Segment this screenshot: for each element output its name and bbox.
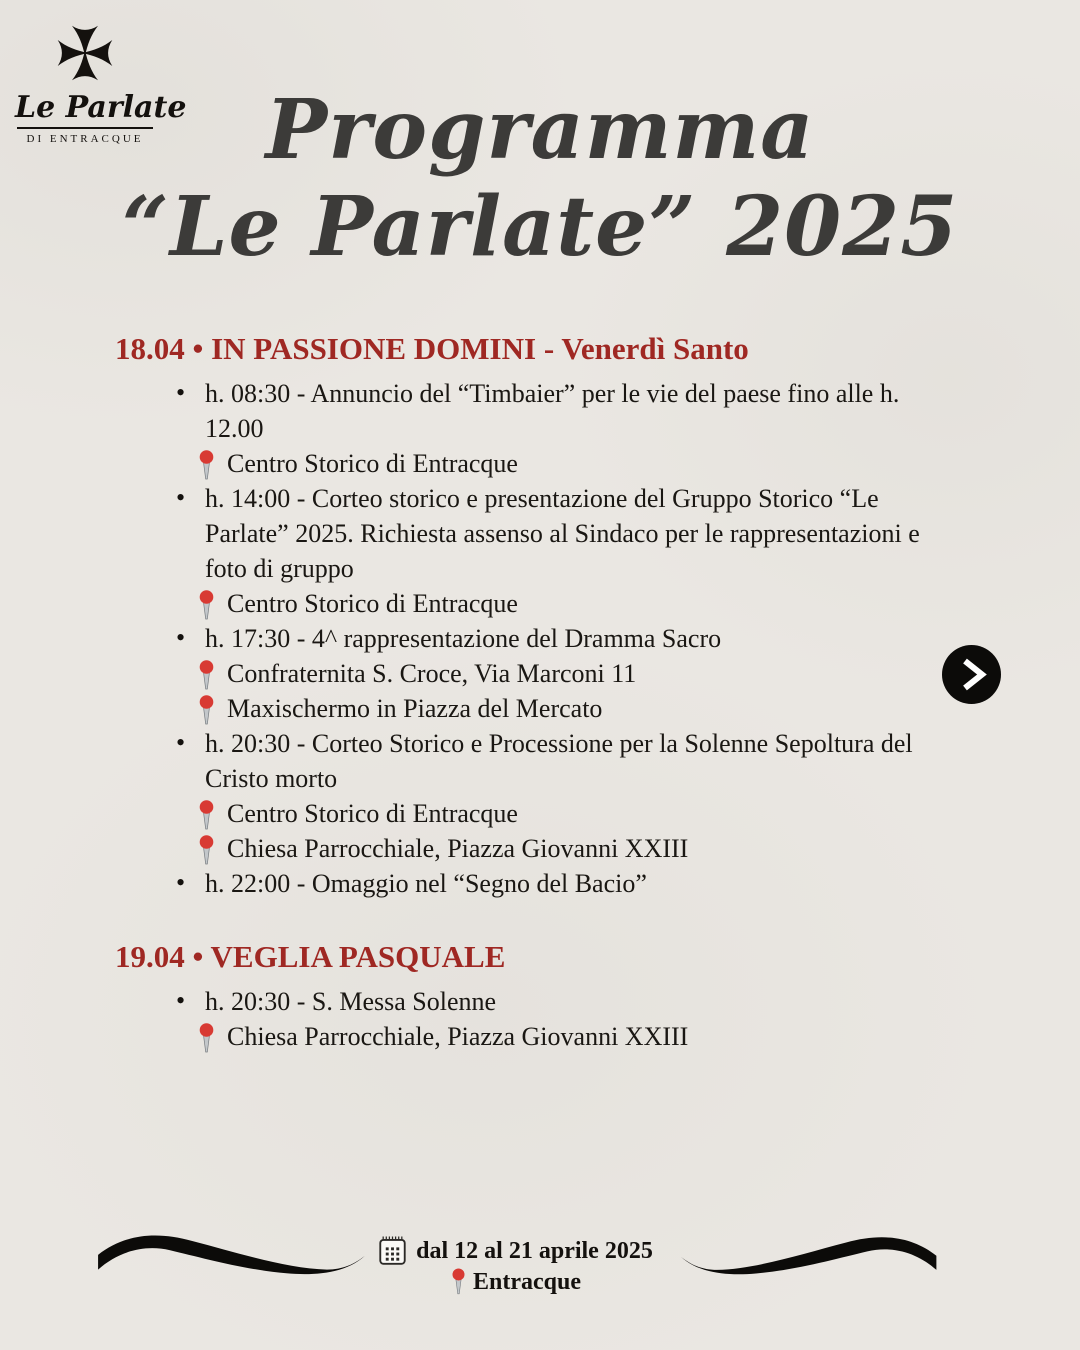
pin-icon <box>198 835 215 865</box>
bullet-icon: • <box>176 986 186 1015</box>
location-text: Chiesa Parrocchiale, Piazza Giovanni XXIII <box>227 1022 689 1051</box>
pin-icon <box>198 1023 215 1053</box>
location-row <box>115 831 927 866</box>
section-heading: 19.04 • VEGLIA PASQUALE <box>115 939 506 974</box>
page-title-line1: Programma <box>265 82 815 178</box>
event-row <box>115 866 927 901</box>
location-text: Centro Storico di Entracque <box>227 799 518 828</box>
pin-icon <box>198 660 215 690</box>
event-row <box>115 726 927 796</box>
section-19-04 <box>115 939 927 1054</box>
bullet-icon: • <box>176 868 186 897</box>
pin-icon <box>198 800 215 830</box>
event-text: h. 20:30 - S. Messa Solenne <box>205 987 497 1016</box>
location-row <box>115 1019 927 1054</box>
bullet-icon: • <box>176 728 186 757</box>
footer-location-text: Entracque <box>473 1269 581 1295</box>
location-row <box>115 656 927 691</box>
location-row <box>115 446 927 481</box>
bullet-icon: • <box>176 623 186 652</box>
event-row <box>115 376 927 446</box>
location-row <box>115 586 927 621</box>
location-text: Centro Storico di Entracque <box>227 449 518 478</box>
page-title <box>0 82 1080 276</box>
pin-icon <box>198 450 215 480</box>
cross-pattee-icon <box>54 22 116 84</box>
event-text: h. 22:00 - Omaggio nel “Segno del Bacio” <box>205 869 647 898</box>
location-row <box>115 691 927 726</box>
location-text: Maxischermo in Piazza del Mercato <box>227 694 603 723</box>
location-text: Centro Storico di Entracque <box>227 589 518 618</box>
event-text: h. 17:30 - 4^ rappresentazione del Dramma Sacro <box>205 624 722 653</box>
footer-location-line <box>260 1267 772 1298</box>
footer <box>260 1236 772 1298</box>
event-row <box>115 621 927 656</box>
event-row <box>115 481 927 586</box>
logo-name: Le Parlate <box>15 90 187 125</box>
calendar-icon <box>379 1236 406 1265</box>
location-row <box>115 796 927 831</box>
location-text: Chiesa Parrocchiale, Piazza Giovanni XXIII <box>227 834 689 863</box>
section-18-04 <box>115 331 927 901</box>
event-text: h. 20:30 - Corteo Storico e Processione per la Solenne Sepoltura del Cristo morto <box>205 729 913 793</box>
location-text: Confraternita S. Croce, Via Marconi 11 <box>227 659 637 688</box>
footer-date-line <box>260 1236 772 1267</box>
chevron-right-icon <box>942 645 1001 704</box>
event-text: h. 08:30 - Annuncio del “Timbaier” per le vie del paese fino alle h. 12.00 <box>205 379 900 443</box>
logo-subtitle: DI ENTRACQUE <box>26 133 144 145</box>
program-content <box>115 331 927 1054</box>
event-text: h. 14:00 - Corteo storico e presentazione del Gruppo Storico “Le Parlate” 2025. Richiesta assenso al Sindaco per le rappresentazioni e foto di gruppo <box>205 484 920 583</box>
pin-icon <box>198 590 215 620</box>
event-row <box>115 984 927 1019</box>
section-heading: 18.04 • IN PASSIONE DOMINI - Venerdì Santo <box>115 331 749 366</box>
next-button[interactable] <box>942 645 1001 704</box>
footer-date-text: dal 12 al 21 aprile 2025 <box>416 1238 653 1264</box>
pin-icon <box>198 695 215 725</box>
bullet-icon: • <box>176 378 186 407</box>
bullet-icon: • <box>176 483 186 512</box>
page-title-line2: “Le Parlate” 2025 <box>121 179 959 275</box>
pin-icon <box>451 1268 466 1295</box>
